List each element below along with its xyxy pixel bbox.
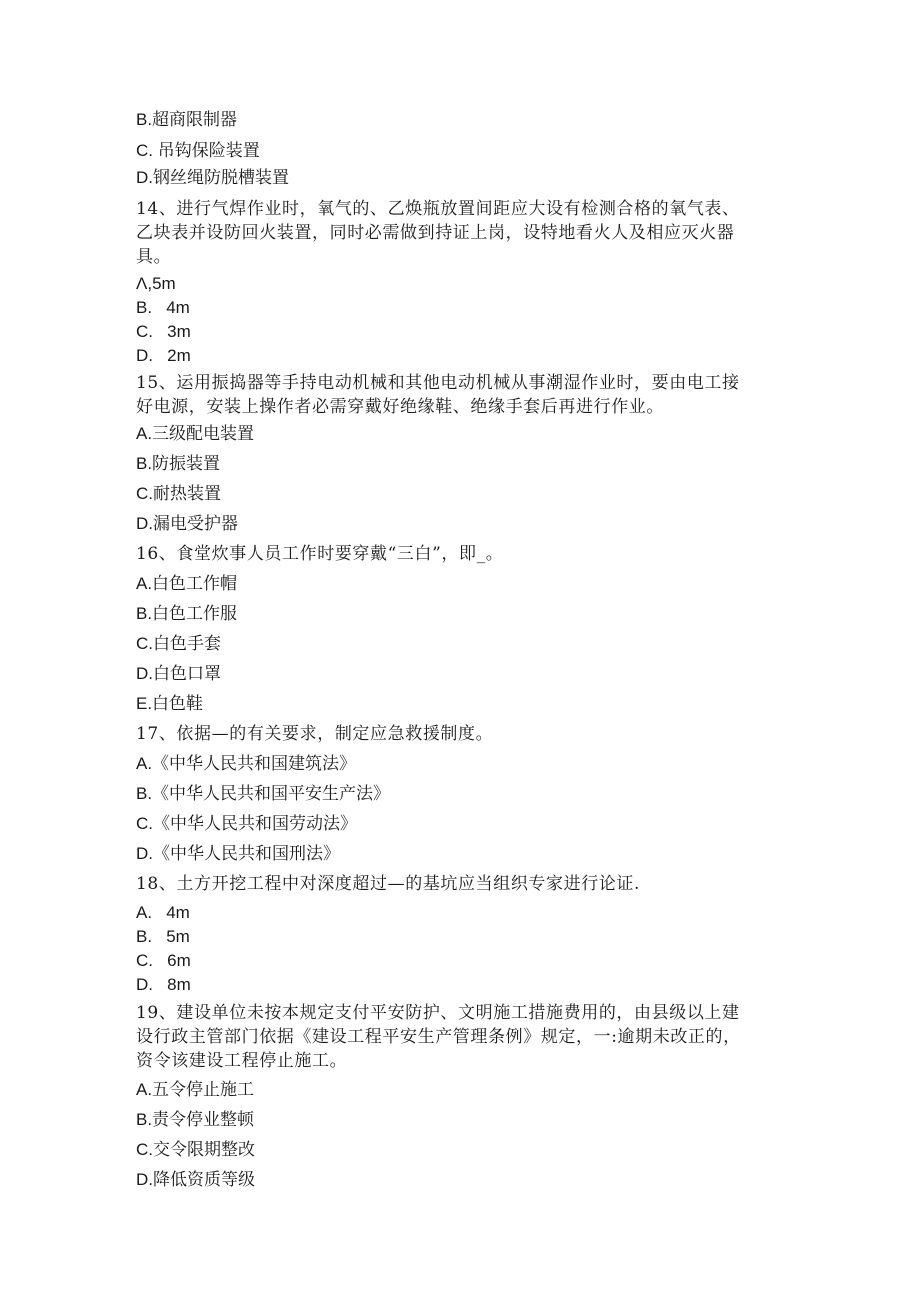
option-17-a: A.《中华人民共和国建筑法》: [136, 754, 357, 773]
option-18-c: C. 6m: [136, 951, 191, 970]
question-15-line-1: 15、运用振捣器等手持电动机械和其他电动机械从事潮湿作业时，要由电工接: [136, 373, 740, 393]
option-15-a: A.三级配电装置: [136, 424, 255, 443]
option-15-c: C.耐热装置: [136, 484, 221, 503]
option-14-c: C. 3m: [136, 322, 191, 341]
option-18-d: D. 8m: [136, 975, 191, 994]
option-13-d: D.钢丝绳防脱槽装置: [136, 168, 289, 187]
question-17: 17、依据—的有关要求，制定应急救援制度。: [136, 724, 494, 744]
question-14-line-3: 具。: [136, 247, 172, 267]
option-16-c: C.白色手套: [136, 634, 221, 653]
option-17-d: D.《中华人民共和国刑法》: [136, 844, 340, 863]
option-16-a: A.白色工作帽: [136, 574, 238, 593]
question-19-line-2: 设行政主管部门依据《建设工程平安生产管理条例》规定，一:逾期未改正的，: [136, 1027, 741, 1047]
option-16-d: D.白色口罩: [136, 664, 221, 683]
option-19-d: D.降低资质等级: [136, 1170, 255, 1189]
option-18-b: B. 5m: [136, 927, 190, 946]
option-14-d: D. 2m: [136, 346, 191, 365]
question-15-line-2: 好电源，安装上操作者必需穿戴好绝缘鞋、绝缘手套后再进行作业。: [136, 397, 664, 417]
option-18-a: A. 4m: [136, 903, 190, 922]
option-15-b: B.防振装置: [136, 454, 221, 473]
option-13-b: B.超商限制器: [136, 110, 238, 129]
question-14-line-1: 14、进行气焊作业时，氧气的、乙焕瓶放置间距应大设有检测合格的氧气表、: [136, 199, 740, 219]
option-15-d: D.漏电受护器: [136, 514, 238, 533]
question-18: 18、土方开挖工程中对深度超过—的基坑应当组织专家进行论证.: [136, 874, 641, 894]
option-14-b: B. 4m: [136, 298, 190, 317]
option-19-b: B.责令停业整顿: [136, 1110, 255, 1129]
question-14-line-2: 乙块表并设防回火装置，同时必需做到持证上岗，设特地看火人及相应灭火器: [136, 223, 735, 243]
option-19-c: C.交令限期整改: [136, 1140, 255, 1159]
option-17-c: C.《中华人民共和国劳动法》: [136, 814, 357, 833]
question-19-line-3: 资令该建设工程停止施工。: [136, 1051, 348, 1071]
question-19-line-1: 19、建设单位未按本规定支付平安防护、文明施工措施费用的，由县级以上建: [136, 1003, 740, 1023]
option-16-b: B.白色工作服: [136, 604, 238, 623]
option-14-a: Λ,5m: [136, 274, 176, 293]
option-13-c: C. 吊钩保险装置: [136, 141, 260, 160]
option-17-b: B.《中华人民共和国平安生产法》: [136, 784, 391, 803]
option-16-e: E.白色鞋: [136, 694, 204, 713]
question-16: 16、食堂炊事人员工作时要穿戴“三白”，即_。: [136, 544, 504, 564]
option-19-a: A.五令停止施工: [136, 1080, 255, 1099]
